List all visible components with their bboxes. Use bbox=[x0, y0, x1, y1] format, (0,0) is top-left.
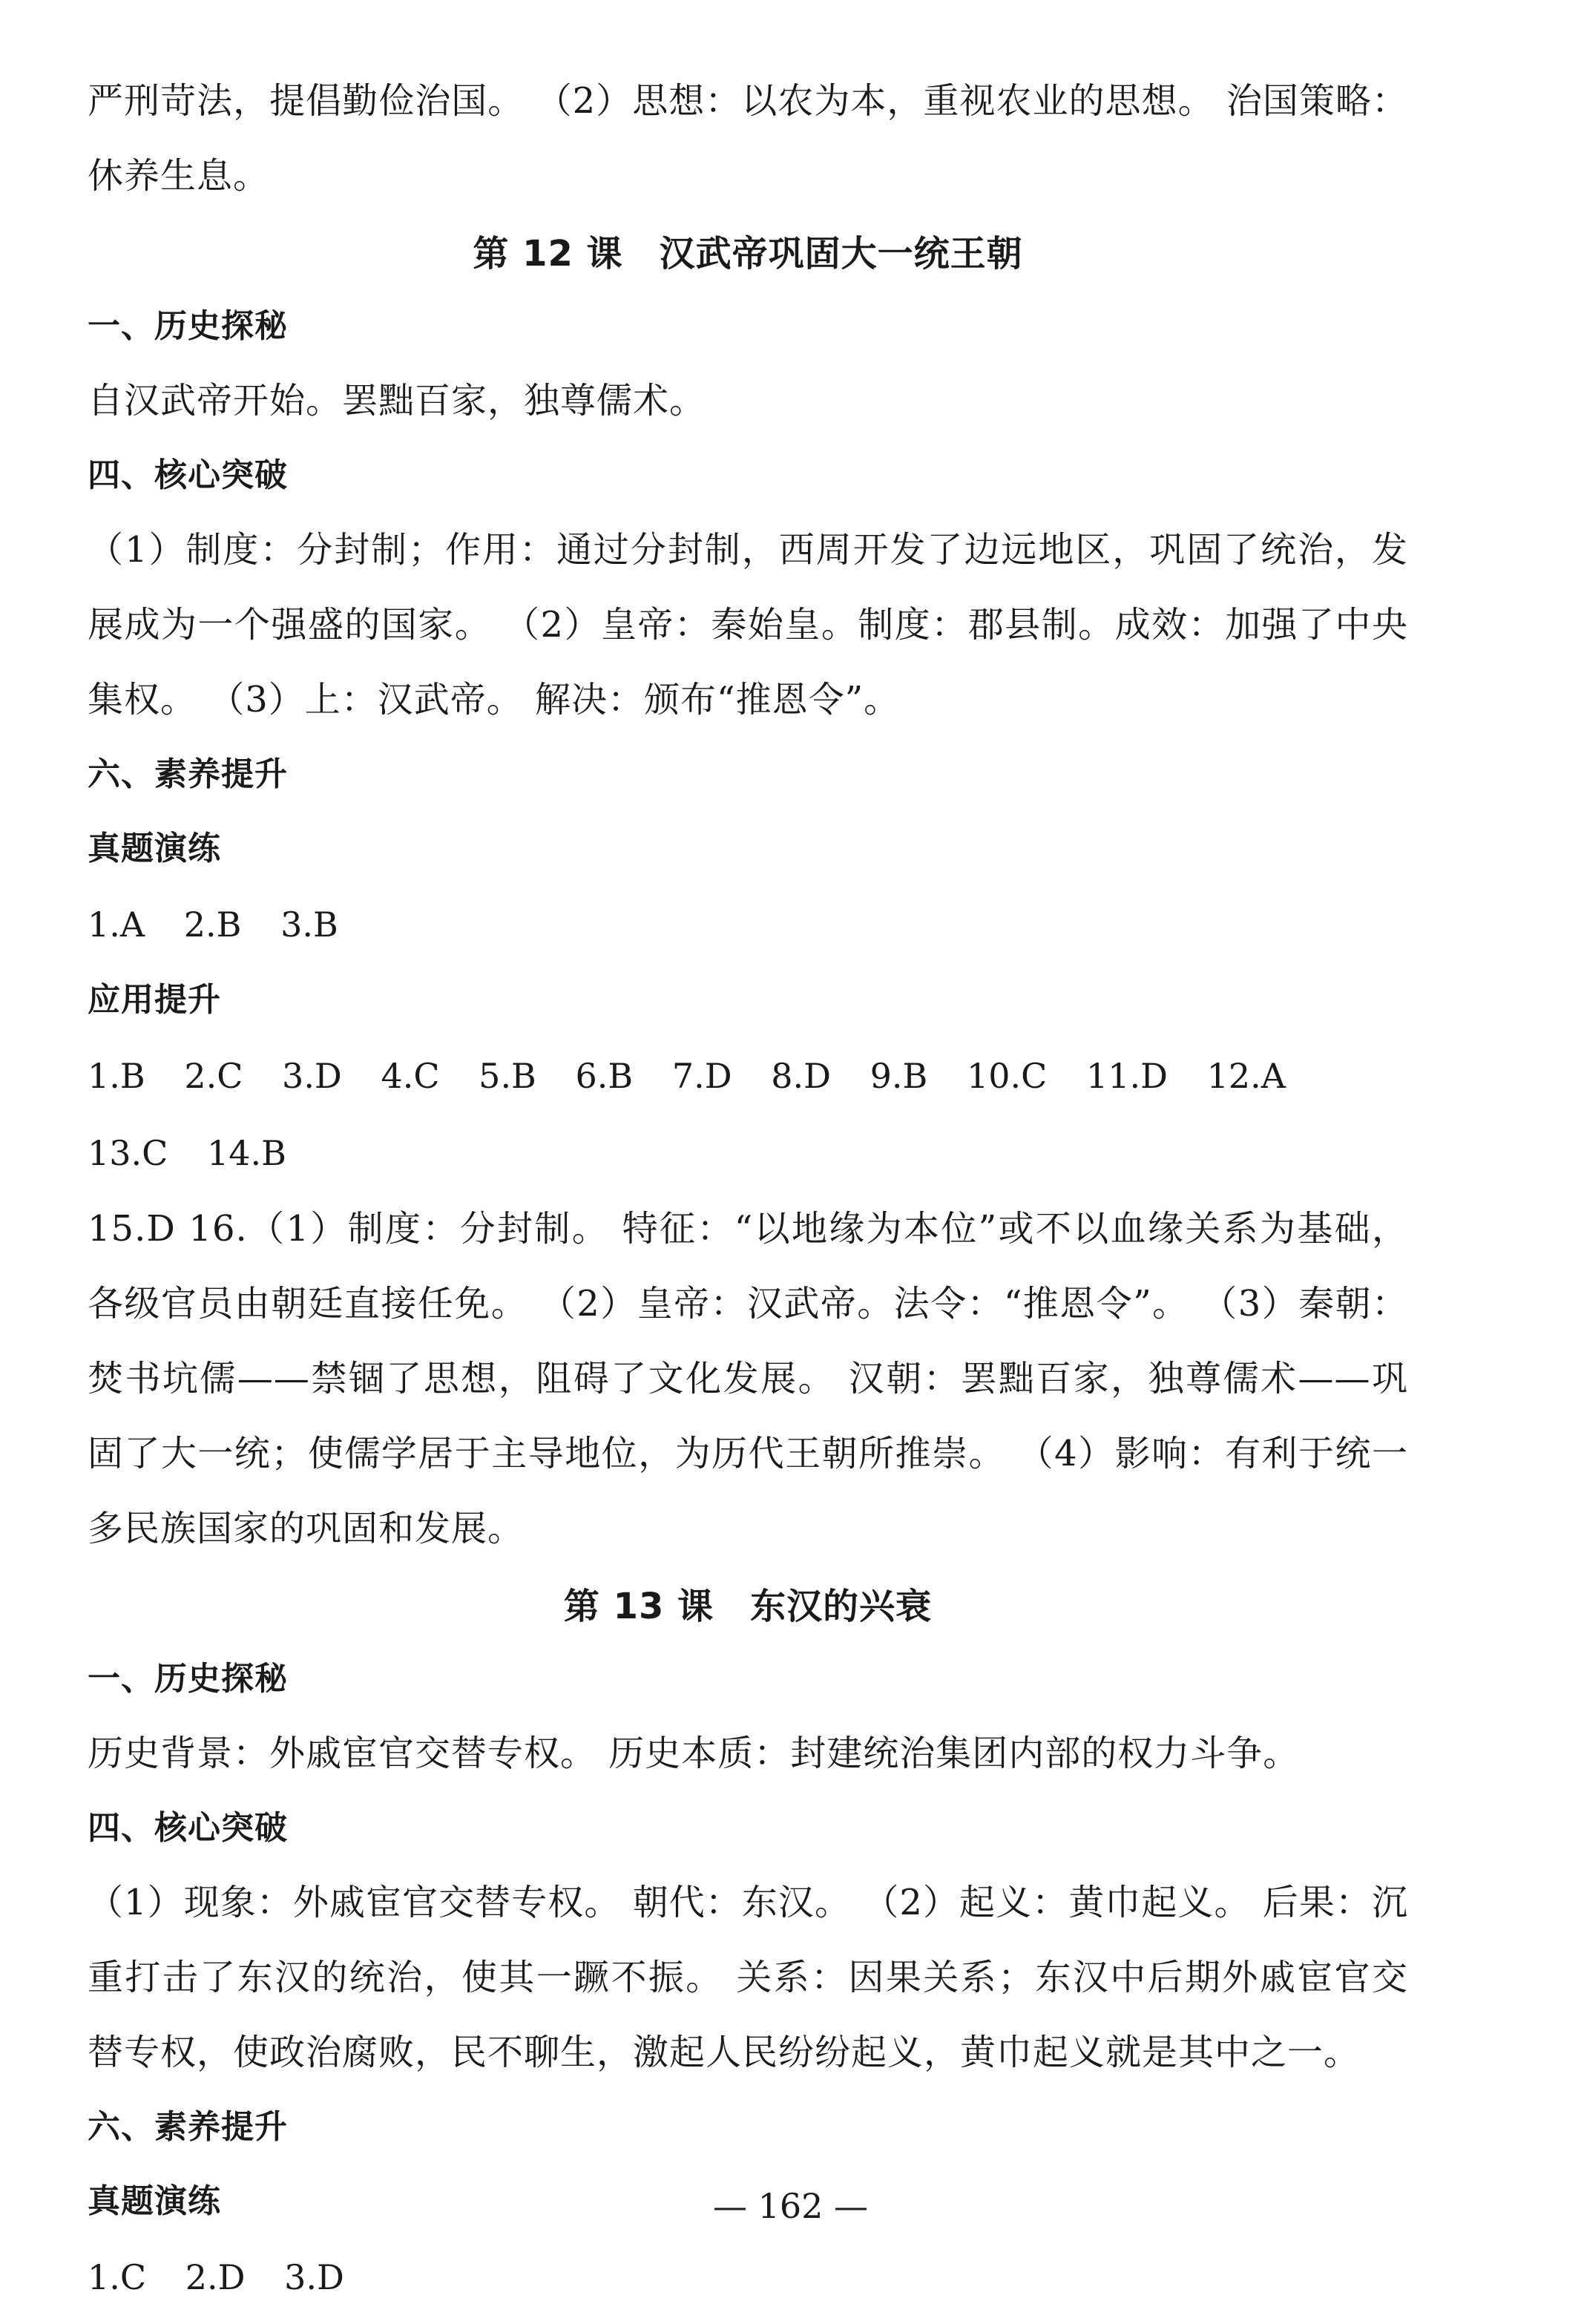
l12-real-exam-heading: 真题演练 bbox=[88, 830, 221, 867]
answer-item: 8.D bbox=[771, 1056, 832, 1096]
answer-item: 10.C bbox=[966, 1056, 1048, 1096]
l12-application-heading: 应用提升 bbox=[88, 981, 221, 1019]
l12-history-explore-text: 自汉武帝开始。罢黜百家，独尊儒术。 bbox=[88, 380, 706, 421]
answer-item: 13.C bbox=[88, 1133, 168, 1173]
answer-item: 4.C bbox=[381, 1056, 440, 1096]
l13-section-core-breakthrough: 四、核心突破 bbox=[88, 1809, 288, 1847]
l13-real-exam-heading: 真题演练 bbox=[88, 2182, 221, 2220]
l12-section-core-breakthrough: 四、核心突破 bbox=[88, 456, 288, 494]
answer-item: 2.B bbox=[183, 905, 242, 945]
l13-section-literacy: 六、素养提升 bbox=[88, 2108, 288, 2146]
answer-item: 3.D bbox=[282, 1056, 342, 1096]
intro-paragraph: 严刑苛法，提倡勤俭治国。 （2）思想：以农为本，重视农业的思想。 治国策略：休养生息。 bbox=[88, 80, 1408, 197]
l12-section-literacy: 六、素养提升 bbox=[88, 755, 288, 793]
answer-item: 1.C bbox=[88, 2257, 147, 2297]
l13-section-history-explore: 一、历史探秘 bbox=[88, 1660, 288, 1698]
answer-item: 5.B bbox=[479, 1056, 536, 1096]
lesson-13-title: 第 13 课 东汉的兴衰 bbox=[563, 1586, 933, 1627]
l12-section-history-explore: 一、历史探秘 bbox=[88, 307, 288, 345]
l13-real-exam-answers bbox=[88, 2239, 1408, 2316]
l12-application-answers bbox=[88, 1037, 1408, 1192]
answer-item: 3.D bbox=[284, 2257, 344, 2297]
l12-real-exam-answers bbox=[88, 886, 1408, 963]
l12-application-text: 15.D 16.（1）制度：分封制。 特征：“以地缘为本位”或不以血缘关系为基础，各级官员由朝廷直接任免。 （2）皇帝：汉武帝。法令：“推恩令”。 （3）秦朝：焚书坑儒——禁锢了思想，阻碍了文化发展。 汉朝：罢黜百家，独尊儒术——巩固了大一统；使儒学居于主导地位，为历代王朝所推崇。 （4）影响：有利于统一多民族国家的巩固和发展。 bbox=[88, 1208, 1408, 1549]
page-content bbox=[88, 64, 1408, 2316]
lesson-12-title: 第 12 课 汉武帝巩固大一统王朝 bbox=[473, 233, 1023, 275]
answer-item: 1.A bbox=[88, 905, 145, 945]
answer-item: 14.B bbox=[206, 1133, 286, 1173]
answer-item: 7.D bbox=[671, 1056, 732, 1096]
answer-item: 9.B bbox=[870, 1056, 928, 1096]
answer-item: 2.C bbox=[184, 1056, 243, 1096]
answer-item: 3.B bbox=[280, 905, 338, 945]
answer-item: 1.B bbox=[88, 1056, 145, 1096]
answer-item: 6.B bbox=[575, 1056, 634, 1096]
answer-item: 12.A bbox=[1206, 1056, 1286, 1096]
l13-history-explore-text: 历史背景：外戚宦官交替专权。 历史本质：封建统治集团内部的权力斗争。 bbox=[88, 1733, 1300, 1774]
l12-core-breakthrough-text: （1）制度：分封制；作用：通过分封制，西周开发了边远地区，巩固了统治，发展成为一个强盛的国家。 （2）皇帝：秦始皇。制度：郡县制。成效：加强了中央集权。 （3）上：汉武帝。 解决：颁布“推恩令”。 bbox=[88, 529, 1408, 720]
page-number: — 162 — bbox=[712, 2186, 869, 2226]
l13-core-breakthrough-text: （1）现象：外戚宦官交替专权。 朝代：东汉。 （2）起义：黄巾起义。 后果：沉重打击了东汉的统治，使其一蹶不振。 关系：因果关系；东汉中后期外戚宦官交替专权，使政治腐败，民不聊生，激起人民纷纷起义，黄巾起义就是其中之一。 bbox=[88, 1882, 1408, 2073]
answer-item: 2.D bbox=[185, 2257, 246, 2297]
answer-item: 11.D bbox=[1085, 1056, 1168, 1096]
